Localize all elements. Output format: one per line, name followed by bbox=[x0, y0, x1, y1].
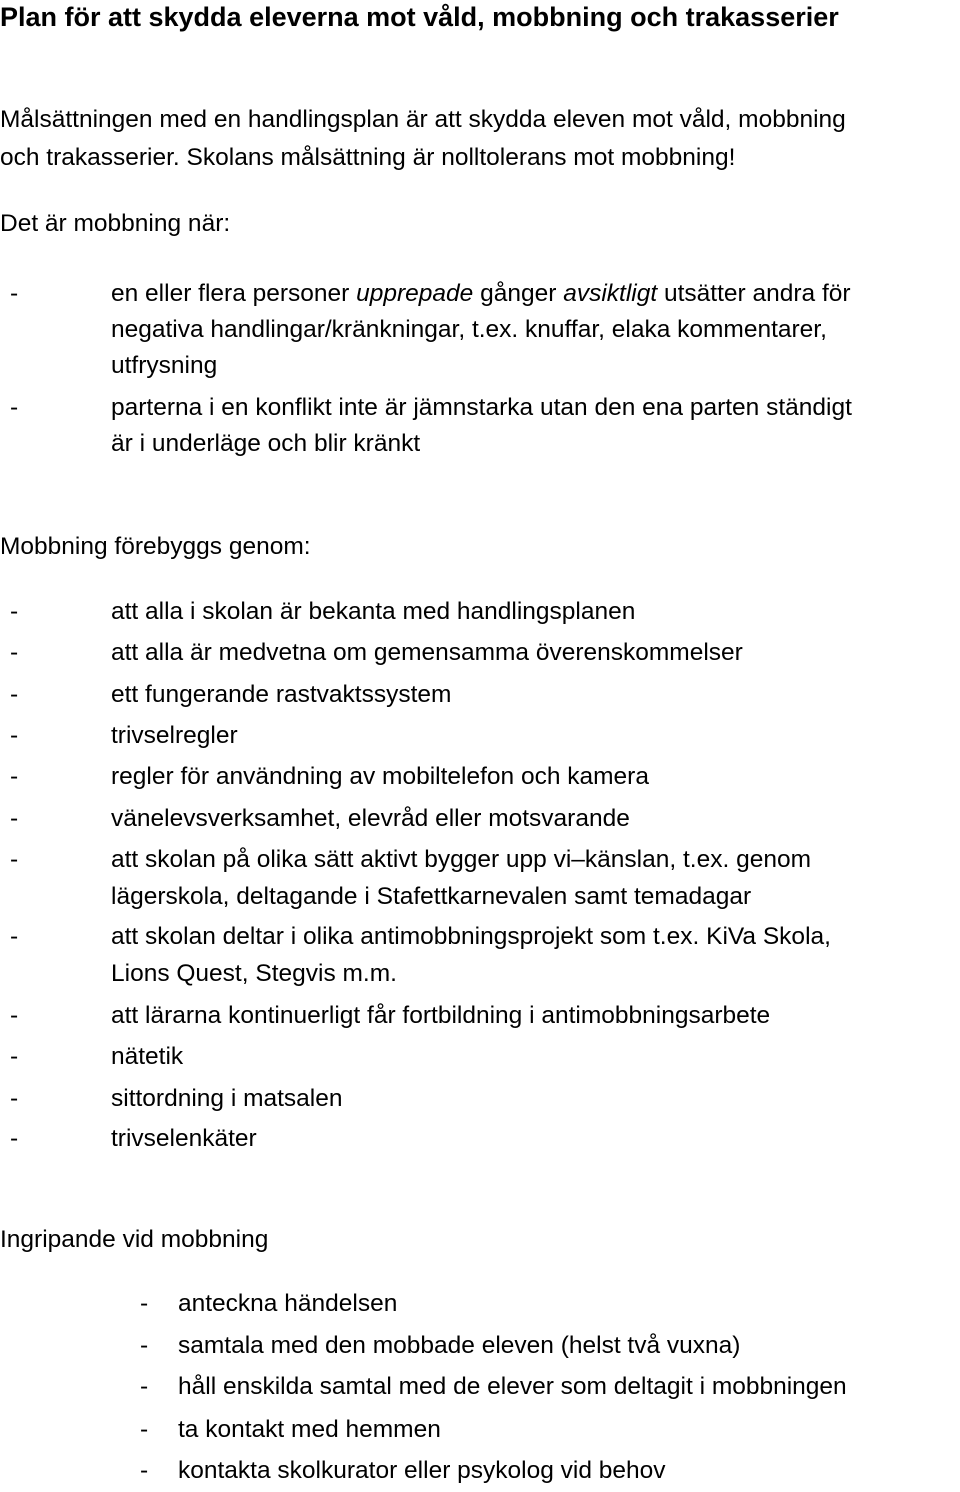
bullet-dash: - bbox=[10, 846, 19, 873]
prevention-item-line: sittordning i matsalen bbox=[111, 1085, 343, 1112]
intro-line-1: Målsättningen med en handlingsplan är att skydda eleven mot våld, mobbning bbox=[0, 106, 846, 133]
page-title: Plan för att skydda eleverna mot våld, mobbning och trakasserier bbox=[0, 2, 839, 32]
prevention-item-line: att lärarna kontinuerligt får fortbildning i antimobbningsarbete bbox=[111, 1002, 771, 1029]
prevention-item-line: Lions Quest, Stegvis m.m. bbox=[111, 960, 397, 987]
bullet-dash: - bbox=[140, 1290, 149, 1317]
bullet-dash: - bbox=[10, 1085, 19, 1112]
prevention-heading: Mobbning förebyggs genom: bbox=[0, 533, 311, 560]
bullet-dash: - bbox=[10, 394, 19, 421]
prevention-item-line: trivselenkäter bbox=[111, 1125, 257, 1152]
intervention-item-text: kontakta skolkurator eller psykolog vid behov bbox=[178, 1457, 666, 1484]
prevention-item-line: regler för användning av mobiltelefon och kamera bbox=[111, 763, 649, 790]
prevention-item-line: att skolan på olika sätt aktivt bygger upp vi–känslan, t.ex. genom bbox=[111, 846, 812, 873]
text-segment: en eller flera personer bbox=[111, 280, 357, 307]
intervention-item-text: håll enskilda samtal med de elever som deltagit i mobbningen bbox=[178, 1373, 847, 1400]
bullet-dash: - bbox=[10, 763, 19, 790]
bullet-dash: - bbox=[10, 1043, 19, 1070]
bullet-dash: - bbox=[10, 923, 19, 950]
prevention-item-line: vänelevsverksamhet, elevråd eller motsvarande bbox=[111, 805, 630, 832]
prevention-item-line: att alla är medvetna om gemensamma överenskommelser bbox=[111, 639, 743, 666]
definition-heading: Det är mobbning när: bbox=[0, 210, 231, 237]
text-segment: utsätter andra för bbox=[657, 280, 851, 307]
intervention-heading: Ingripande vid mobbning bbox=[0, 1226, 269, 1253]
prevention-item-line: ett fungerande rastvaktssystem bbox=[111, 681, 452, 708]
bullet-dash: - bbox=[10, 598, 19, 625]
bullet-dash: - bbox=[10, 805, 19, 832]
definition-item-line: parterna i en konflikt inte är jämnstarka utan den ena parten ständigt bbox=[111, 394, 852, 421]
definition-item-line: utfrysning bbox=[111, 352, 218, 379]
bullet-dash: - bbox=[140, 1332, 149, 1359]
bullet-dash: - bbox=[10, 280, 19, 307]
bullet-dash: - bbox=[10, 639, 19, 666]
bullet-dash: - bbox=[10, 722, 19, 749]
prevention-item-line: att skolan deltar i olika antimobbningsprojekt som t.ex. KiVa Skola, bbox=[111, 923, 831, 950]
bullet-dash: - bbox=[10, 1125, 19, 1152]
intro-line-2: och trakasserier. Skolans målsättning är nolltolerans mot mobbning! bbox=[0, 144, 736, 171]
prevention-item-line: nätetik bbox=[111, 1043, 184, 1070]
bullet-dash: - bbox=[140, 1416, 149, 1443]
prevention-item-line: att alla i skolan är bekanta med handlingsplanen bbox=[111, 598, 636, 625]
definition-item-line: är i underläge och blir kränkt bbox=[111, 430, 421, 457]
intervention-item-text: anteckna händelsen bbox=[178, 1290, 398, 1317]
definition-item-line: negativa handlingar/kränkningar, t.ex. knuffar, elaka kommentarer, bbox=[111, 316, 827, 343]
prevention-item-line: trivselregler bbox=[111, 722, 238, 749]
bullet-dash: - bbox=[140, 1373, 149, 1400]
emphasis-upprepade: upprepade bbox=[356, 280, 474, 307]
definition-item-line bbox=[111, 280, 851, 308]
intervention-item-text: ta kontakt med hemmen bbox=[178, 1416, 441, 1443]
bullet-dash: - bbox=[140, 1457, 149, 1484]
text-segment: gånger bbox=[473, 280, 564, 307]
bullet-dash: - bbox=[10, 681, 19, 708]
prevention-item-line: lägerskola, deltagande i Stafettkarnevalen samt temadagar bbox=[111, 883, 752, 910]
intervention-item-text: samtala med den mobbade eleven (helst två vuxna) bbox=[178, 1332, 741, 1359]
bullet-dash: - bbox=[10, 1002, 19, 1029]
emphasis-avsiktligt: avsiktligt bbox=[563, 280, 658, 307]
